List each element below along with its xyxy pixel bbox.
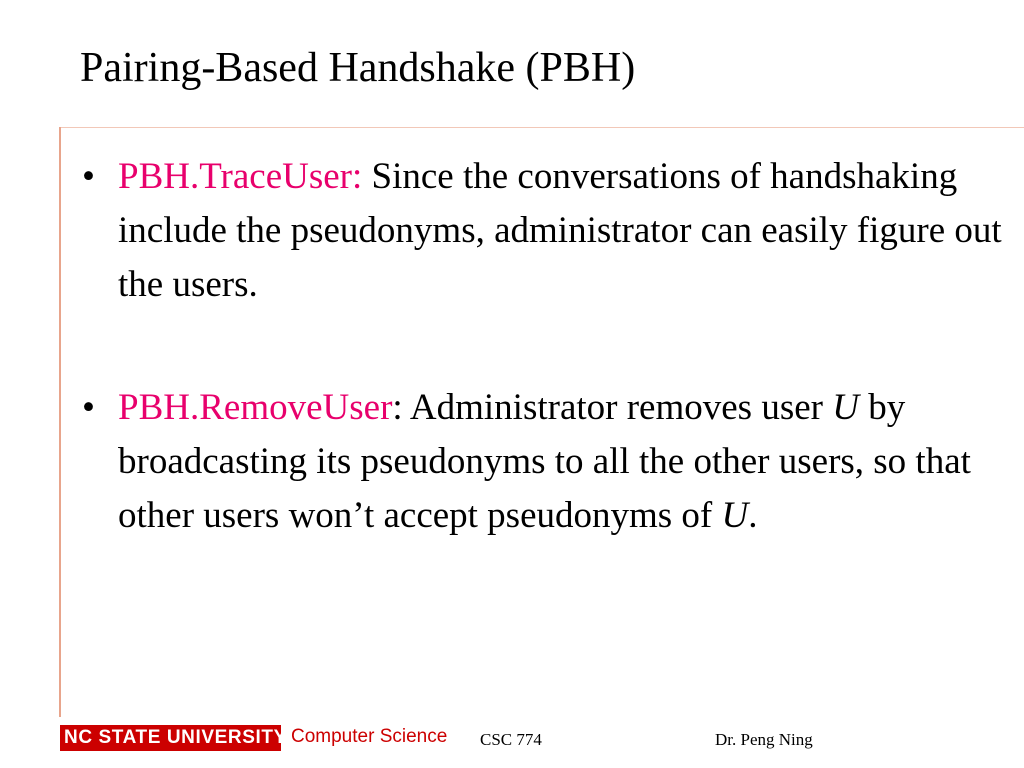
course-code: CSC 774 (480, 730, 542, 749)
bullet-list (82, 150, 1002, 543)
ncsu-logo (60, 725, 287, 751)
term-trace-user: PBH.TraceUser: (118, 156, 363, 197)
bullet-text: Since the conversations of handshaking include the pseudonyms, administrator can easily figure out the users. (118, 156, 1002, 305)
left-margin-rule (59, 127, 61, 717)
department-name: Computer Science (291, 726, 448, 747)
bullet-dot-icon: • (82, 387, 95, 428)
term-remove-user: PBH.RemoveUser (118, 387, 393, 428)
bullet-text-part-2: by broadcasting its pseudonyms to all the other users, so that other users won’t accept pseudonyms of (118, 387, 971, 536)
bullet-remove-user (82, 381, 1002, 543)
ncsu-logo-text: NC STATE UNIVERSITY (64, 727, 287, 748)
title-divider (60, 127, 1024, 128)
slide-footer (0, 716, 1024, 768)
bullet-trace-user (82, 150, 1002, 312)
bullet-dot-icon: • (82, 156, 95, 197)
author-name: Dr. Peng Ning (715, 730, 813, 749)
bullet-text-part-1: : Administrator removes user (392, 387, 833, 428)
variable-u: U (721, 495, 749, 536)
bullet-text-part-3: . (748, 495, 758, 536)
slide-title: Pairing-Based Handshake (PBH) (80, 45, 636, 91)
variable-u: U (832, 387, 859, 428)
